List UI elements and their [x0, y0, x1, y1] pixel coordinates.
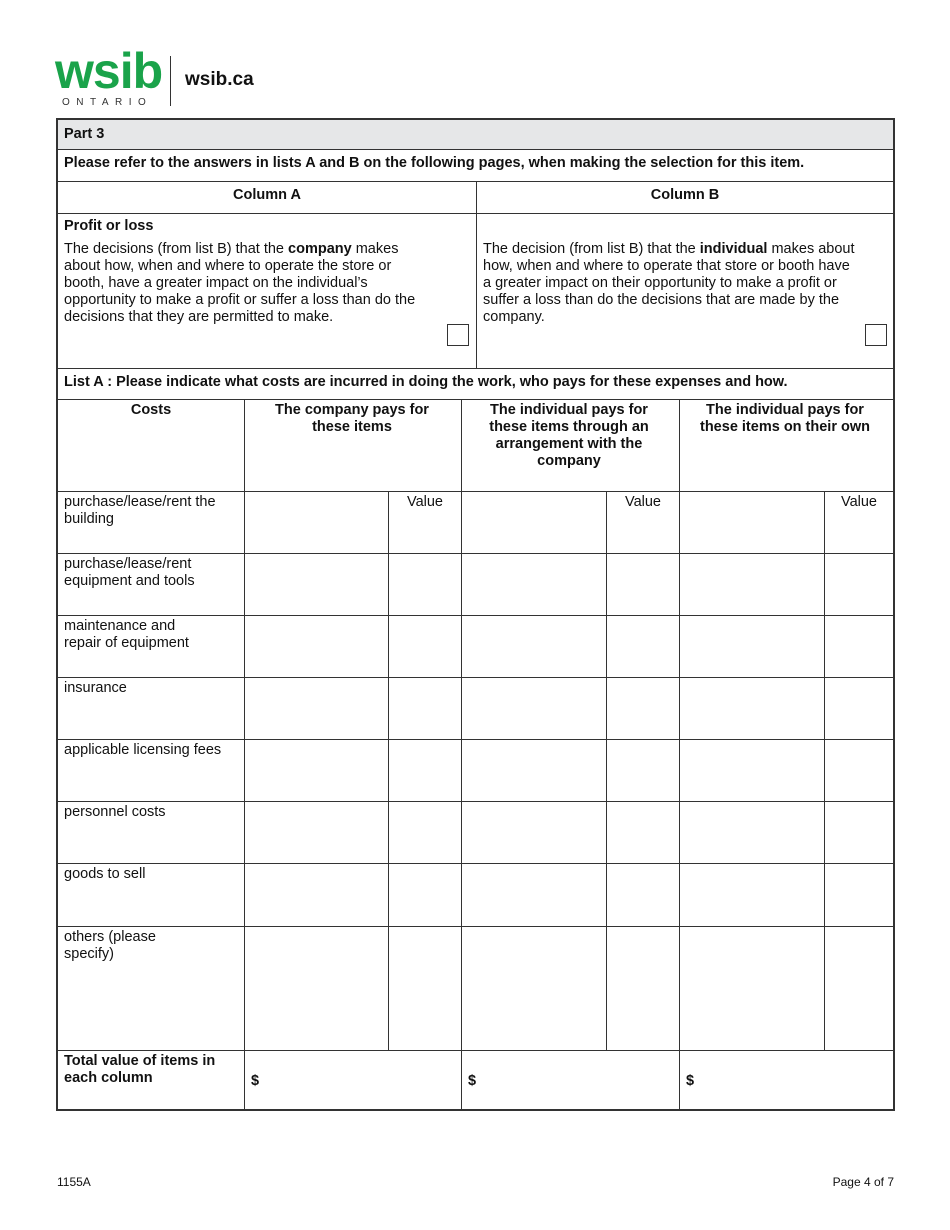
header-company-pays: The company pays for these items [275, 402, 429, 435]
value-label-through: Value [624, 494, 661, 510]
list-a-title: List A : Please indicate what costs are incurred in doing the work, who pays for these expenses and how. [64, 374, 788, 390]
logo-wordmark: wsib [55, 43, 163, 99]
header-individual-own: The individual pays for these items on their own [700, 402, 870, 435]
row-personnel-costs: personnel costs [64, 804, 166, 820]
profit-column-b-text: The decision (from list B) that the individual makes about how, when and where to operate that store or booth have a greater impact on their opportunity to make a profit or suffer a loss than do the decisions that are made by the company. [483, 241, 855, 325]
page-number: Page 4 of 7 [832, 1175, 894, 1189]
column-a-checkbox[interactable] [447, 324, 469, 346]
row-licensing-fees: applicable licensing fees [64, 742, 222, 758]
part-title: Part 3 [64, 126, 105, 142]
row-insurance: insurance [64, 680, 127, 696]
header-costs: Costs [130, 402, 172, 418]
logo-site: wsib.ca [185, 69, 254, 90]
row-goods-to-sell: goods to sell [64, 866, 146, 882]
value-label-company: Value [406, 494, 443, 510]
column-b-header: Column B [650, 187, 720, 203]
total-company-currency: $ [251, 1073, 260, 1089]
column-a-header: Column A [233, 187, 301, 203]
column-b-checkbox[interactable] [865, 324, 887, 346]
instruction-text: Please refer to the answers in lists A and B on the following pages, when making the selection for this item. [64, 155, 805, 171]
profit-column-a-text: The decisions (from list B) that the company makes about how, when and where to operate the store or booth, have a greater impact on the individual’s opportunity to make a profit or suffer a loss than do the decisions that they are permitted to make. [64, 241, 416, 325]
row-maintenance: maintenance and repair of equipment [64, 618, 189, 651]
row-equipment: purchase/lease/rent equipment and tools [64, 556, 195, 589]
logo-divider [170, 56, 171, 106]
header-individual-through: The individual pays for these items through an arrangement with the company [489, 402, 649, 469]
wsib-logo [55, 43, 315, 112]
total-label: Total value of items in each column [64, 1053, 216, 1086]
value-label-own: Value [840, 494, 877, 510]
profit-heading: Profit or loss [64, 218, 154, 234]
total-own-currency: $ [686, 1073, 695, 1089]
logo-subtitle: ONTARIO [62, 97, 153, 108]
part-header [58, 120, 893, 149]
row-others: others (please specify) [64, 929, 156, 962]
part-3-form [56, 118, 895, 1111]
form-number: 1155A [57, 1175, 91, 1189]
row-building: purchase/lease/rent the building [64, 494, 216, 527]
total-through-currency: $ [468, 1073, 477, 1089]
